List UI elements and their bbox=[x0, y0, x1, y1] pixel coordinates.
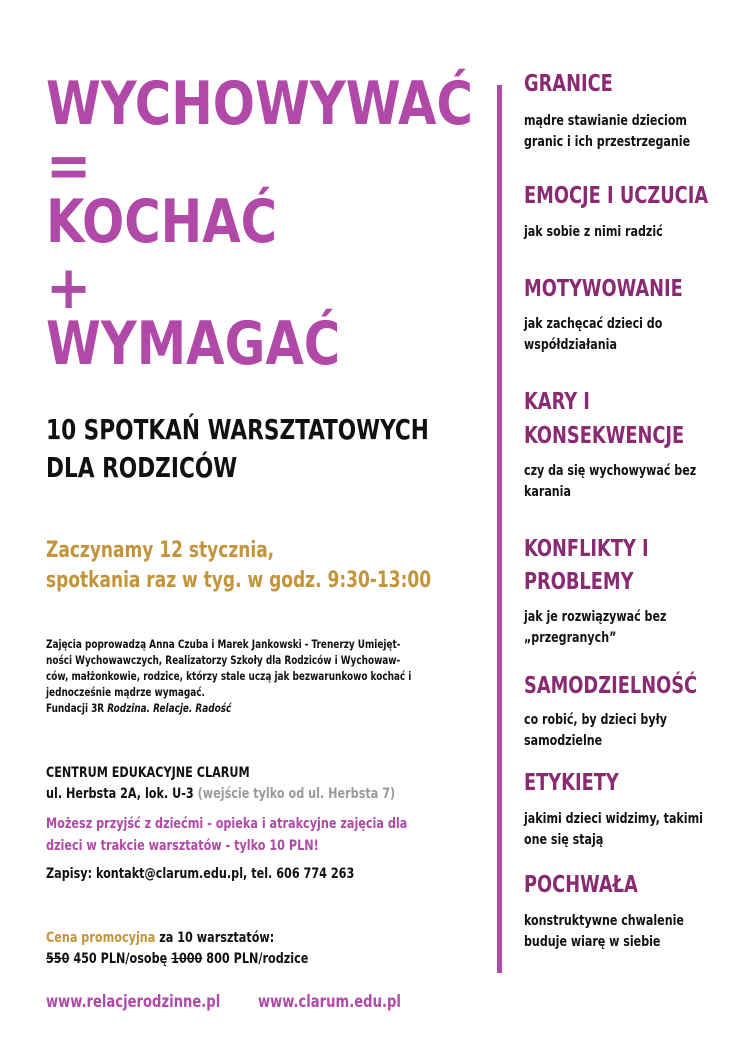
topic-title-samodzielnosc: SAMODZIELNOŚĆ bbox=[524, 673, 698, 699]
description-line: Zajęcia poprowadzą Anna Czuba i Marek Jankowski - Trenerzy Umiejęt- bbox=[46, 637, 401, 651]
headline-line-2: KOCHAĆ bbox=[46, 187, 278, 257]
topic-desc-kary: czy da się wychowywać bez karania bbox=[524, 463, 697, 500]
promo-suffix: za 10 warsztatów: bbox=[155, 930, 275, 946]
headline-line-3: WYMAGAĆ bbox=[46, 309, 341, 379]
price-details bbox=[46, 951, 308, 967]
foundation-line bbox=[46, 700, 450, 716]
old-price-parents: 1000 bbox=[171, 951, 203, 967]
signup-contact[interactable]: Zapisy: kontakt@clarum.edu.pl, tel. 606 774 263 bbox=[46, 866, 355, 882]
foundation-name: Rodzina. Relacje. Radość bbox=[107, 701, 232, 715]
topic-desc-granice: mądre stawianie dzieciom granic i ich przestrzeganie bbox=[524, 113, 691, 150]
promo-label: Cena promocyjna bbox=[46, 930, 156, 946]
old-price-person: 550 bbox=[46, 951, 70, 967]
center-address bbox=[46, 786, 395, 802]
topic-title-pochwala: POCHWAŁA bbox=[524, 872, 638, 898]
topic-desc-motywowanie: jak zachęcać dzieci do współdziałania bbox=[524, 316, 663, 353]
topic-title-etykiety: ETYKIETY bbox=[524, 770, 619, 796]
website-link-clarum[interactable]: www.clarum.edu.pl bbox=[258, 992, 401, 1012]
topic-desc-samodzielnosc: co robić, by dzieci były samodzielne bbox=[524, 712, 667, 749]
trainers-description bbox=[46, 636, 450, 716]
description-line: jednocześnie mądrze wymagać. bbox=[46, 685, 205, 699]
description-line: ności Wychowawczych, Realizatorzy Szkoły dla Rodziców i Wychowaw- bbox=[46, 653, 401, 667]
topic-title-konflikty-line-1: KONFLIKTY I bbox=[524, 536, 649, 562]
topic-title-kary-line-2: KONSEKWENCJE bbox=[524, 423, 685, 449]
new-price-person: 450 PLN/osobę bbox=[69, 951, 172, 967]
topic-title-kary-line-1: KARY I bbox=[524, 389, 590, 415]
headline-plus-sign: + bbox=[46, 253, 92, 323]
topic-title-motywowanie: MOTYWOWANIE bbox=[524, 276, 683, 302]
topic-desc-konflikty: jak je rozwiązywać bez „przegranych” bbox=[524, 609, 667, 646]
childcare-note-line-2: dzieci w trakcie warsztatów - tylko 10 PLN! bbox=[46, 838, 319, 854]
subheading-line-2: DLA RODZICÓW bbox=[46, 451, 238, 484]
topic-desc-etykiety: jakimi dzieci widzimy, takimi one się stają bbox=[524, 811, 703, 848]
subheading-line-1: 10 SPOTKAŃ WARSZTATOWYCH bbox=[46, 413, 429, 446]
center-name: CENTRUM EDUKACYJNE CLARUM bbox=[46, 765, 250, 781]
headline-equals-sign: = bbox=[46, 131, 92, 201]
promo-price-label bbox=[46, 930, 274, 946]
website-link-relacjerodzinne[interactable]: www.relacjerodzinne.pl bbox=[46, 992, 221, 1012]
vertical-divider bbox=[497, 85, 502, 973]
headline-line-1: WYCHOWYWAĆ bbox=[46, 69, 473, 139]
address-text: ul. Herbsta 2A, lok. U-3 bbox=[46, 786, 194, 802]
meeting-schedule: spotkania raz w tyg. w godz. 9:30-13:00 bbox=[46, 568, 432, 593]
description-line: ców, małżonkowie, rodzice, którzy stale uczą jak bezwarunkowo kochać i bbox=[46, 669, 412, 683]
new-price-parents: 800 PLN/rodzice bbox=[202, 951, 309, 967]
entrance-note: (wejście tylko od ul. Herbsta 7) bbox=[197, 786, 396, 802]
topic-desc-pochwala: konstruktywne chwalenie buduje wiarę w siebie bbox=[524, 913, 684, 950]
start-date: Zaczynamy 12 stycznia, bbox=[46, 538, 275, 563]
childcare-note-line-1: Możesz przyjść z dziećmi - opieka i atrakcyjne zajęcia dla bbox=[46, 816, 408, 832]
foundation-prefix: Fundacji 3R bbox=[46, 701, 105, 715]
topic-title-emocje: EMOCJE I UCZUCIA bbox=[524, 183, 709, 209]
topic-desc-emocje: jak sobie z nimi radzić bbox=[524, 224, 663, 240]
topic-title-granice: GRANICE bbox=[524, 71, 613, 97]
topic-title-konflikty-line-2: PROBLEMY bbox=[524, 569, 634, 595]
